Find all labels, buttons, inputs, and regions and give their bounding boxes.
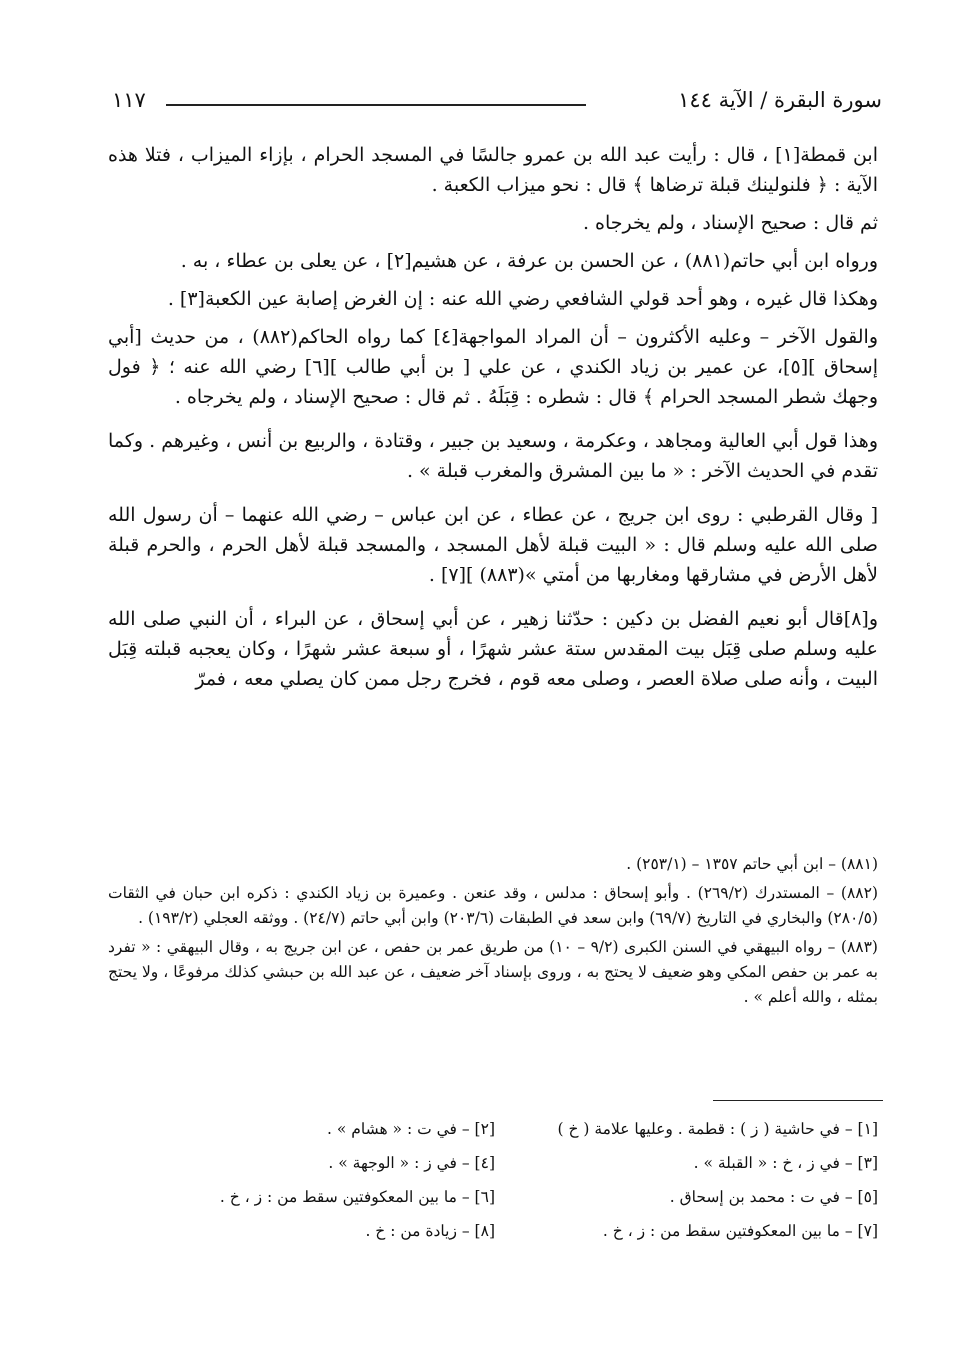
surah-title: سورة البقرة / الآية ١٤٤ xyxy=(678,88,882,112)
paragraph: ثم قال : صحيح الإسناد ، ولم يخرجاه . xyxy=(582,212,878,234)
paragraph: ورواه ابن أبي حاتم(٨٨١) ، عن الحسن بن عرفة ، عن هشيم[٢] ، عن يعلى بن عطاء ، به . xyxy=(180,250,878,272)
paragraph: وهذا قول أبي العالية ومجاهد ، وعكرمة ، وسعيد بن جبير ، وقتادة ، والربيع بن أنس ، وغيرهم . وكما تقدم في الحديث الآخر : « ما بين المشرق والمغرب قبلة » . xyxy=(108,430,878,482)
footnotes xyxy=(108,852,878,1014)
paragraph: [ وقال القرطبي : روى ابن جريج ، عن عطاء ، عن ابن عباس – رضي الله عنهما – أن رسول الله صلى الله عليه وسلم قال : « البيت قبلة لأهل المسجد ، والمسجد قبلة لأهل الحرم ، والحرم قبلة لأهل الأرض في مشارقها ومغاربها من أمتي »(٨٨٣) ][٧] . xyxy=(108,504,878,586)
apparatus-note: [٥] – في ت : محمد بن إسحاق . xyxy=(669,1188,878,1206)
apparatus-note: [٢] – في ت : « هشام » . xyxy=(327,1120,495,1138)
apparatus-row xyxy=(112,1146,878,1180)
apparatus-note: [٨] – زيادة من : خ . xyxy=(365,1222,495,1240)
footnote: (٨٨٣) – رواه البيهقي في السنن الكبرى (٩/٢ – ١٠) من طريق عمر بن حفص ، عن ابن جريج به ، وقال البيهقي : « تفرد به عمر بن حفص المكي وهو ضعيف لا يحتج به ، وروى بإسناد آخر ضعيف ، عن عبد الله بن حبشي كذلك مرفوعًا ، ولا يحتج بمثله ، والله أعلم » . xyxy=(108,938,878,1006)
apparatus-note: [٤] – في ز : « الوجهة » . xyxy=(328,1154,495,1172)
paragraph: و[٨]قال أبو نعيم الفضل بن دكين : حدّثنا زهير ، عن أبي إسحاق ، عن البراء ، أن النبي صلى الله عليه وسلم صلى قِبَل بيت المقدس ستة عشر شهرًا ، أو سبعة عشر شهرًا ، وكان يعجبه قبلته قِبَل البيت ، وأنه صلى صلاة العصر ، وصلى معه قوم ، فخرج رجل ممن كان يصلي معه ، فمرّ xyxy=(108,608,878,690)
paragraph: والقول الآخر – وعليه الأكثرون – أن المراد المواجهة[٤] كما رواه الحاكم(٨٨٢) ، من حديث [أبي إسحاق ][٥]، عن عمير بن زياد الكندي ، عن علي [ بن أبي طالب ][٦] رضي الله عنه ؛ ﴿ فول وجهك شطر المسجد الحرام ﴾ قال : شطره : قِبَلَهُ . ثم قال : صحيح الإسناد ، ولم يخرجاه . xyxy=(108,326,878,408)
footnote: (٨٨٢) – المستدرك (٢٦٩/٢) . وأبو إسحاق : مدلس ، وقد عنعن . وعميرة بن زياد الكندي : ذكره ابن حبان في الثقات (٢٨٠/٥) والبخاري في التاريخ (٦٩/٧) وابن سعد في الطبقات (٢٠٣/٦) وابن أبي حاتم (٢٤/٧) . ووثقه العجلي (١٩٣/٢) . xyxy=(108,884,878,927)
running-header xyxy=(112,88,882,122)
apparatus-note: [٧] – ما بين المعكوفتين سقط من : ز ، خ . xyxy=(602,1222,878,1240)
header-rule xyxy=(166,104,586,106)
apparatus-note: [٣] – في ز ، خ : « القبلة » . xyxy=(693,1154,878,1172)
apparatus-row xyxy=(112,1112,878,1146)
paragraph: وهكذا قال غيره ، وهو أحد قولي الشافعي رضي الله عنه : إن الغرض إصابة عين الكعبة[٣] . xyxy=(167,288,878,310)
paragraph: ابن قمطة[١] ، قال : رأيت عبد الله بن عمرو جالسًا في المسجد الحرام ، بإزاء الميزاب ، فتلا هذه الآية : ﴿ فلنولينك قبلة ترضاها ﴾ قال : نحو ميزاب الكعبة . xyxy=(108,144,878,196)
apparatus-note: [٦] – ما بين المعكوفتين سقط من : ز ، خ . xyxy=(219,1188,495,1206)
footnote: (٨٨١) – ابن أبي حاتم ١٣٥٧ – (٢٥٣/١) . xyxy=(626,855,878,873)
main-text xyxy=(108,140,878,708)
page-number: ١١٧ xyxy=(112,88,146,112)
apparatus-row xyxy=(112,1214,878,1248)
apparatus-row xyxy=(112,1180,878,1214)
apparatus-note: [١] – في حاشية ( ز ) : قطمة . وعليها علامة ( خ ) xyxy=(557,1120,878,1138)
apparatus-separator xyxy=(713,1100,883,1101)
critical-apparatus xyxy=(112,1112,878,1248)
